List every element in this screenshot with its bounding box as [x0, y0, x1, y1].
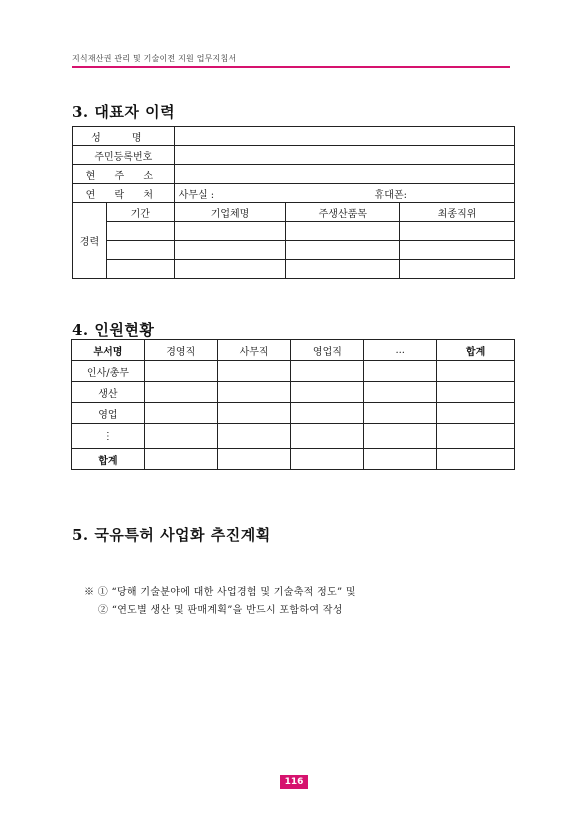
note-line-2: ② “연도별 생산 및 판매계획”을 반드시 포함하여 작성 — [98, 605, 343, 616]
table-row — [73, 146, 515, 165]
header-sales: 영업직 — [291, 340, 364, 361]
career-header-period: 기간 — [106, 203, 174, 222]
career-header-company: 기업체명 — [174, 203, 286, 222]
header-department: 부서명 — [72, 340, 145, 361]
value-name[interactable] — [174, 127, 514, 146]
section5-title: 5. 국유특허 사업화 추진계획 — [72, 526, 271, 544]
row-label-hr: 인사/총무 — [72, 361, 145, 382]
label-name: 성 명 — [73, 127, 175, 146]
office-label: 사무실 : — [178, 189, 215, 201]
career-header-product: 주생산품목 — [286, 203, 400, 222]
table-row — [73, 165, 515, 184]
note-line-1: ※ ① “당해 기술분야에 대한 사업경험 및 기술축적 정도” 및 — [84, 587, 356, 598]
header-management: 경영직 — [144, 340, 217, 361]
table-row — [72, 403, 515, 424]
row-label-sales: 영업 — [72, 403, 145, 424]
table-row — [73, 127, 515, 146]
row-label-production: 생산 — [72, 382, 145, 403]
label-resident-id: 주민등록번호 — [73, 146, 175, 165]
table-row — [72, 361, 515, 382]
table-row — [73, 203, 515, 222]
value-contact[interactable] — [174, 184, 514, 203]
representative-history-table — [72, 126, 515, 279]
table-row — [72, 449, 515, 470]
table-row — [73, 241, 515, 260]
value-resident-id[interactable] — [174, 146, 514, 165]
header-rule — [72, 66, 510, 68]
table-row — [73, 184, 515, 203]
row-label-ellipsis: ⋮ — [72, 424, 145, 449]
running-header: 지식재산권 관리 및 기술이전 지원 업무지침서 — [72, 54, 237, 63]
label-career: 경력 — [73, 203, 107, 279]
value-address[interactable] — [174, 165, 514, 184]
section3-title: 3. 대표자 이력 — [72, 103, 176, 121]
page-number: 116 — [280, 775, 308, 789]
table-row — [72, 424, 515, 449]
mobile-label: 휴대폰: — [374, 189, 407, 201]
table-row — [73, 260, 515, 279]
career-header-position: 최종직위 — [400, 203, 515, 222]
table-row — [72, 340, 515, 361]
label-address: 현 주 소 — [73, 165, 175, 184]
row-label-total: 합계 — [72, 449, 145, 470]
header-total: 합계 — [437, 340, 515, 361]
section4-title: 4. 인원현황 — [72, 321, 155, 339]
header-office: 사무직 — [217, 340, 291, 361]
header-etc: ... — [364, 340, 437, 361]
table-row — [73, 222, 515, 241]
label-contact: 연 락 처 — [73, 184, 175, 203]
personnel-table — [71, 339, 515, 470]
table-row — [72, 382, 515, 403]
